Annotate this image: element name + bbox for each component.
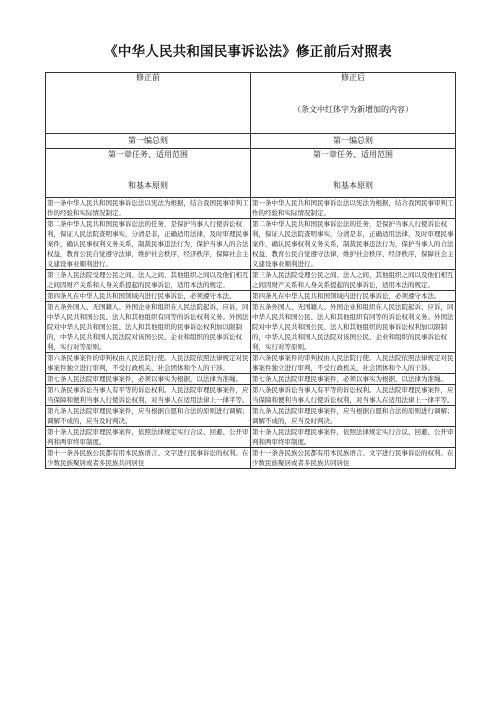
header-after-label: 修正后 bbox=[341, 73, 365, 82]
chapter-after bbox=[251, 149, 456, 198]
article-before: 第八条民事诉讼当事人有平等的诉讼权利。人民法院审理民事案件，应当保障和便利当事人行使诉讼权利，对当事人在适用法律上一律平等。 bbox=[47, 386, 249, 404]
table-row bbox=[46, 448, 456, 469]
article-after: 第九条人民法院审理民事案件，应当根据自愿和合法的原则进行调解；调解不成的，应当及时判决。 bbox=[252, 407, 454, 425]
article-after: 第十条人民法院审理民事案件，依照法律规定实行合议、回避、公开审判和两审终审制度。 bbox=[252, 428, 454, 446]
article-after: 第十一条各民族公民都有用本民族语言、文字进行民事诉讼的权利。在少数民族聚居或者多民族共同居住 bbox=[252, 449, 454, 467]
article-before: 第十一条各民族公民都有用本民族语言、文字进行民事诉讼的权利。在少数民族聚居或者多民族共同居住 bbox=[47, 449, 249, 467]
table-row bbox=[46, 198, 456, 219]
article-before: 第三条人民法院受理公民之间、法人之间、其他组织之间以及他们相互之间因财产关系和人身关系提起的民事诉讼，适用本法的规定。 bbox=[47, 271, 249, 289]
part-after: 第一编总则 bbox=[251, 134, 456, 149]
part-row bbox=[46, 134, 456, 149]
header-before: 修正前 bbox=[46, 73, 251, 134]
article-before: 第五条外国人、无国籍人、外国企业和组织在人民法院起诉、应诉，同中华人民共和国公民、法人和其他组织有同等的诉讼权利义务。外国法院对中华人民共和国公民、法人和其他组织的民事诉讼权利加以限制的，中华人民共和国人民法院对该国公民、企业和组织的民事诉讼权利，实行对等原则。 bbox=[47, 303, 249, 351]
article-after: 第一条中华人民共和国民事诉讼法以宪法为根据，结合我国民事审判工作的经验和实际情况制定。 bbox=[252, 199, 454, 217]
document-title: 《中华人民共和国民事诉讼法》修正前后对照表 bbox=[104, 44, 392, 60]
header-after bbox=[251, 73, 456, 134]
article-before: 第十条人民法院审理民事案件，依照法律规定实行合议、回避、公开审判和两审终审制度。 bbox=[47, 428, 249, 446]
table-row bbox=[46, 427, 456, 448]
header-after-note: （条文中红体字为新增加的内容） bbox=[293, 105, 413, 114]
article-after: 第四条凡在中华人民共和国领域内进行民事诉讼，必须遵守本法。 bbox=[251, 291, 456, 302]
chapter-before-line1: 第一章任务、适用范围 bbox=[108, 150, 188, 159]
article-before: 第一条中华人民共和国民事诉讼法以宪法为根据，结合我国民事审判工作的经验和实际情况制定。 bbox=[47, 199, 249, 217]
article-before: 第七条人民法院审理民事案件，必须以事实为根据，以法律为准绳。 bbox=[46, 374, 251, 385]
article-after: 第六条民事案件的审判权由人民法院行使。人民法院依照法律规定对民事案件独立进行审判，不受行政机关、社会团体和个人的干涉。 bbox=[252, 354, 454, 372]
table-row bbox=[46, 374, 456, 385]
article-before: 第二条中华人民共和国民事诉讼法的任务，是保护当事人行使诉讼权利，保证人民法院查明事实，分清是非，正确适用法律，及时审理民事案件，确认民事权利义务关系，制裁民事违法行为，保护当事人的合法权益，教育公民自觉遵守法律，维护社会秩序、经济秩序，保障社会主义建设事业顺利进行。 bbox=[47, 220, 249, 268]
article-after: 第七条人民法院审理民事案件，必须以事实为根据，以法律为准绳。 bbox=[251, 374, 456, 385]
table-row bbox=[46, 302, 456, 353]
table-row bbox=[46, 353, 456, 374]
header-row bbox=[46, 73, 456, 134]
article-after: 第三条人民法院受理公民之间、法人之间、其他组织之间以及他们相互之间因财产关系和人身关系提起的民事诉讼，适用本法的规定。 bbox=[252, 271, 454, 289]
table-row bbox=[46, 385, 456, 406]
table-row bbox=[46, 291, 456, 302]
chapter-before-line2: 和基本原则 bbox=[128, 181, 168, 190]
chapter-row bbox=[46, 149, 456, 198]
part-before: 第一编总则 bbox=[46, 134, 251, 149]
article-after: 第二条中华人民共和国民事诉讼法的任务，是保护当事人行使诉讼权利，保证人民法院查明事实，分清是非，正确适用法律，及时审理民事案件，确认民事权利义务关系，制裁民事违法行为，保护当事人的合法权益，教育公民自觉遵守法律，维护社会秩序、经济秩序，保障社会主义建设事业顺利进行。 bbox=[252, 220, 454, 268]
table-row bbox=[46, 270, 456, 291]
chapter-after-line2: 和基本原则 bbox=[333, 181, 373, 190]
chapter-before bbox=[46, 149, 251, 198]
article-before: 第六条民事案件的审判权由人民法院行使。人民法院依照法律规定对民事案件独立进行审判，不受行政机关、社会团体和个人的干涉。 bbox=[47, 354, 249, 372]
article-after: 第八条民事诉讼当事人有平等的诉讼权利。人民法院审理民事案件，应当保障和便利当事人行使诉讼权利，对当事人在适用法律上一律平等。 bbox=[252, 386, 454, 404]
article-before: 第九条人民法院审理民事案件，应当根据自愿和合法的原则进行调解；调解不成的，应当及时判决。 bbox=[47, 407, 249, 425]
chapter-after-line1: 第一章任务、适用范围 bbox=[313, 150, 393, 159]
comparison-table bbox=[45, 72, 456, 469]
table-row bbox=[46, 406, 456, 427]
table-row bbox=[46, 219, 456, 270]
article-before: 第四条凡在中华人民共和国领域内进行民事诉讼，必须遵守本法。 bbox=[46, 291, 251, 302]
article-after: 第五条外国人、无国籍人、外国企业和组织在人民法院起诉、应诉，同中华人民共和国公民、法人和其他组织有同等的诉讼权利义务。外国法院对中华人民共和国公民、法人和其他组织的民事诉讼权利加以限制的，中华人民共和国人民法院对该国公民、企业和组织的民事诉讼权利，实行对等原则。 bbox=[252, 303, 454, 351]
